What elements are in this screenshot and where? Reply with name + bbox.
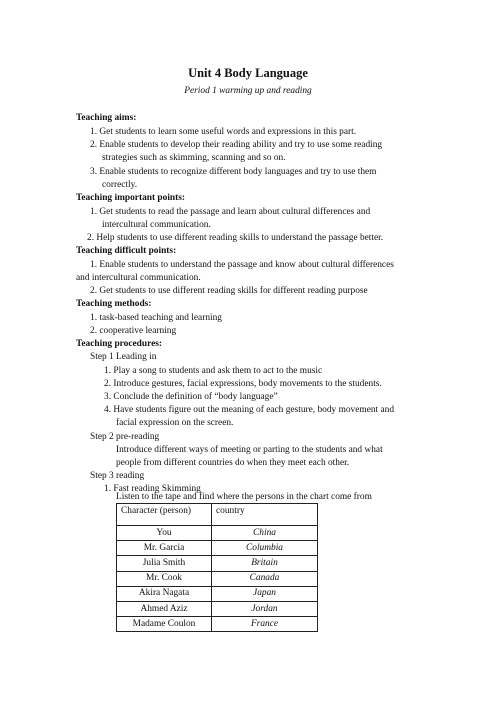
country-cell: Britain bbox=[212, 556, 318, 571]
country-cell: Japan bbox=[212, 586, 318, 601]
person-cell: Julia Smith bbox=[117, 556, 212, 571]
table-row bbox=[117, 617, 318, 632]
person-cell: Madame Coulon bbox=[117, 617, 212, 632]
important-item-2: 2. Help students to use different reading skills to understand the passage better. bbox=[87, 233, 384, 243]
step-1-title: Step 1 Leading in bbox=[90, 352, 157, 362]
step-2-text-b: people from different countries do when they meet each other. bbox=[116, 458, 350, 468]
table-row bbox=[117, 541, 318, 556]
difficult-item-1b: and intercultural communication. bbox=[76, 273, 201, 283]
table-row bbox=[117, 526, 318, 541]
person-cell: Mr. Garcia bbox=[117, 541, 212, 556]
person-cell: Ahmed Aziz bbox=[117, 601, 212, 616]
step-1-item-4b: facial expression on the screen. bbox=[116, 418, 234, 428]
step-1-item-3: 3. Conclude the definition of “body language” bbox=[104, 392, 278, 402]
country-cell: China bbox=[212, 526, 318, 541]
country-cell: Jordan bbox=[212, 601, 318, 616]
header-character: Character (person) bbox=[117, 504, 212, 526]
table-row bbox=[117, 556, 318, 571]
table-row bbox=[117, 586, 318, 601]
important-item-1a: 1. Get students to read the passage and learn about cultural differences and bbox=[90, 207, 371, 217]
difficult-item-1a: 1. Enable students to understand the passage and know about cultural differences bbox=[90, 260, 394, 270]
step-1-item-2: 2. Introduce gestures, facial expressions, body movements to the students. bbox=[104, 379, 382, 389]
character-country-table bbox=[116, 503, 318, 632]
step-2-text-a: Introduce different ways of meeting or parting to the students and what bbox=[116, 445, 383, 455]
aims-item-3b: correctly. bbox=[102, 180, 138, 190]
person-cell: You bbox=[117, 526, 212, 541]
step-2-title: Step 2 pre-reading bbox=[90, 432, 160, 442]
aims-item-2a: 2. Enable students to develop their reading ability and try to use some reading bbox=[90, 140, 383, 150]
header-country: country bbox=[212, 504, 318, 526]
step-3-title: Step 3 reading bbox=[90, 471, 145, 481]
country-cell: Canada bbox=[212, 571, 318, 586]
person-cell: Mr. Cook bbox=[117, 571, 212, 586]
country-cell: Columbia bbox=[212, 541, 318, 556]
table-row bbox=[117, 571, 318, 586]
procedures-heading: Teaching procedures: bbox=[76, 339, 163, 349]
aims-item-3a: 3. Enable students to recognize different body languages and try to use them bbox=[90, 167, 377, 177]
aims-heading: Teaching aims: bbox=[76, 113, 137, 123]
person-cell: Akira Nagata bbox=[117, 586, 212, 601]
page-title: Unit 4 Body Language bbox=[188, 66, 308, 80]
methods-item-2: 2. cooperative learning bbox=[90, 326, 177, 336]
step-1-item-1: 1. Play a song to students and ask them to act to the music bbox=[104, 366, 323, 376]
step-3-task: Listen to the tape and find where the persons in the chart come from bbox=[116, 492, 372, 502]
step-3-item-1: 1. Fast reading Skimming bbox=[104, 484, 201, 494]
important-heading: Teaching important points: bbox=[76, 193, 186, 203]
aims-item-2b: strategies such as skimming, scanning and so on. bbox=[102, 153, 286, 163]
methods-heading: Teaching methods: bbox=[76, 299, 152, 309]
difficult-item-2: 2. Get students to use different reading skills for different reading purpose bbox=[90, 286, 368, 296]
table-header-row bbox=[117, 504, 318, 526]
aims-item-1: 1. Get students to learn some useful words and expressions in this part. bbox=[90, 127, 357, 137]
step-1-item-4a: 4. Have students figure out the meaning of each gesture, body movement and bbox=[104, 405, 395, 415]
page-subtitle: Period 1 warming up and reading bbox=[184, 86, 312, 96]
table-row bbox=[117, 601, 318, 616]
methods-item-1: 1. task-based teaching and learning bbox=[90, 313, 222, 323]
difficult-heading: Teaching difficult points: bbox=[76, 246, 177, 256]
important-item-1b: intercultural communication. bbox=[102, 220, 211, 230]
country-cell: France bbox=[212, 617, 318, 632]
